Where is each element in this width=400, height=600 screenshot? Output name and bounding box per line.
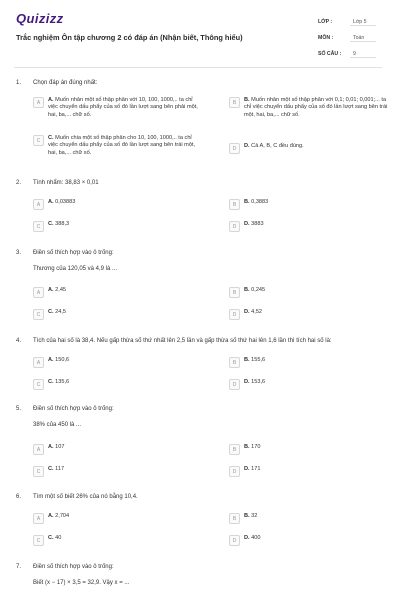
option-a[interactable]: A A. 2,45 (33, 287, 203, 298)
meta-info (318, 14, 376, 62)
option-letter-box: B (229, 287, 240, 298)
question-number: 3. (16, 250, 22, 256)
option-b[interactable]: B B. 32 (229, 513, 389, 524)
option-letter-box: B (229, 199, 240, 210)
option-c[interactable]: C C. 24,5 (33, 309, 203, 320)
option-letter-box: C (33, 466, 44, 477)
question-number: 4. (16, 338, 22, 344)
meta-row-count (318, 46, 376, 62)
option-a[interactable]: A A. 0,03883 (33, 199, 203, 210)
question-text: Điền số thích hợp vào ô trống: (33, 564, 114, 570)
option-letter-box: A (33, 199, 44, 210)
option-d[interactable]: D D. 153,6 (229, 379, 389, 390)
option-b[interactable]: B B. 170 (229, 444, 389, 455)
option-letter-box: B (229, 97, 240, 108)
question-7 (14, 564, 382, 594)
meta-label: MÔN : (318, 35, 334, 41)
option-b[interactable]: B B. 155,6 (229, 357, 389, 368)
option-letter-box: D (229, 466, 240, 477)
option-b[interactable]: B B. Muốn nhân một số thập phân với 0,1; 0,01; 0,001;... ta chỉ việc chuyển dấu phẩy của số đó lần lượt sang bên trái một, hai, ba,... chữ số. (229, 97, 389, 119)
option-a[interactable]: A A. 107 (33, 444, 203, 455)
option-letter-box: A (33, 97, 44, 108)
option-letter-box: D (229, 379, 240, 390)
option-b[interactable]: B B. 0,3883 (229, 199, 389, 210)
option-letter-box: B (229, 513, 240, 524)
question-5 (14, 406, 382, 481)
question-text: Tính nhẩm: 38,83 × 0,01 (33, 180, 99, 186)
question-text: Tìm một số biết 26% của nó bằng 10,4. (33, 494, 138, 500)
option-letter-box: C (33, 379, 44, 390)
option-letter-box: C (33, 135, 44, 146)
quizizz-logo: Quizizz (16, 11, 64, 26)
question-text: Chọn đáp án đúng nhất: (33, 80, 98, 86)
question-text: Điền số thích hợp vào ô trống: (33, 250, 114, 256)
question-1 (14, 80, 388, 175)
question-2 (14, 180, 382, 240)
option-c[interactable]: C C. Muốn chia một số thập phân cho 10, 100, 1000,.. ta chỉ việc chuyển dấu phẩy của số đó lần lượt sang bên trái một, hai, ba,... chữ số. (33, 135, 203, 157)
option-a[interactable]: A A. 2,704 (33, 513, 203, 524)
option-c[interactable]: C C. 388,3 (33, 221, 203, 232)
question-number: 2. (16, 180, 22, 186)
option-a[interactable]: A A. Muốn nhân một số thập phân với 10, 100, 1000,.. ta chỉ việc chuyển dấu phẩy của số đó lần lượt sang bên phải một, hai, ba,... chữ số. (33, 97, 203, 119)
option-letter-box: B (229, 444, 240, 455)
option-letter-box: B (229, 357, 240, 368)
option-c[interactable]: C C. 40 (33, 535, 203, 546)
question-text: Điền số thích hợp vào ô trống: (33, 406, 114, 412)
option-letter-box: C (33, 309, 44, 320)
question-number: 6. (16, 494, 22, 500)
question-3 (14, 250, 382, 325)
option-d[interactable]: D D. 171 (229, 466, 389, 477)
option-letter-box: D (229, 535, 240, 546)
question-subtext: 38% của 450 là ... (33, 422, 82, 428)
option-letter-box: A (33, 513, 44, 524)
option-c[interactable]: C C. 135,6 (33, 379, 203, 390)
option-d[interactable]: D D. 400 (229, 535, 389, 546)
question-text: Tích của hai số là 38,4. Nếu gấp thừa số thứ nhất lên 2,5 lần và gấp thừa số thứ hai lên 1,6 lần thì tích hai số là: (33, 338, 332, 344)
worksheet-title: Trắc nghiệm Ôn tập chương 2 có đáp án (Nhận biết, Thông hiểu) (16, 33, 243, 42)
question-number: 7. (16, 564, 22, 570)
option-letter-box: D (229, 221, 240, 232)
option-letter-box: A (33, 444, 44, 455)
option-a[interactable]: A A. 150,6 (33, 357, 203, 368)
meta-label: SỐ CÂU : (318, 51, 342, 57)
meta-value: 9 (350, 51, 376, 58)
meta-row-subject (318, 30, 376, 46)
meta-value: Toán (350, 35, 376, 42)
option-letter-box: D (229, 143, 240, 154)
option-d[interactable]: D D. 3883 (229, 221, 389, 232)
option-d[interactable]: D D. 4,52 (229, 309, 389, 320)
question-subtext: Biết (x − 17) × 3,5 = 32,9. Vậy x = ... (33, 580, 130, 586)
option-letter-box: C (33, 535, 44, 546)
question-number: 5. (16, 406, 22, 412)
worksheet-header (14, 0, 382, 68)
meta-value: Lớp 5 (350, 19, 376, 26)
question-number: 1. (16, 80, 22, 86)
option-letter-box: A (33, 357, 44, 368)
option-letter-box: D (229, 309, 240, 320)
option-letter-box: C (33, 221, 44, 232)
option-c[interactable]: C C. 117 (33, 466, 203, 477)
option-d[interactable]: D D. Cả A, B, C đều đúng. (229, 143, 389, 154)
option-b[interactable]: B B. 0,245 (229, 287, 389, 298)
question-6 (14, 494, 382, 554)
meta-row-class (318, 14, 376, 30)
option-letter-box: A (33, 287, 44, 298)
question-subtext: Thương của 120,05 và 4,9 là ... (33, 266, 118, 272)
meta-label: LỚP : (318, 19, 333, 25)
question-4 (14, 338, 382, 398)
